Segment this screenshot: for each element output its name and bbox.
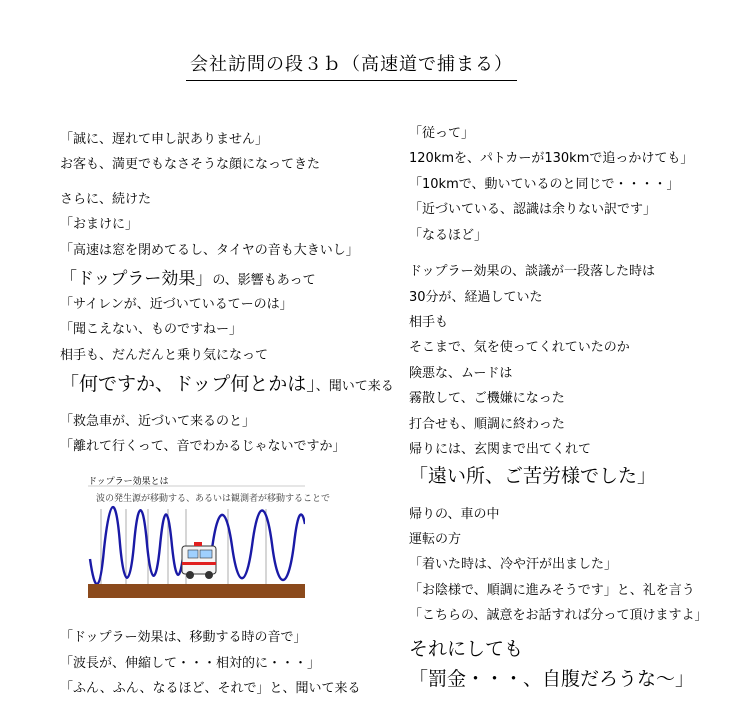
text-line: ドップラー効果の、談議が一段落した時は: [409, 264, 655, 279]
text-line: 30分が、経過していた: [409, 290, 543, 305]
text-line: 帰りには、玄関まで出てくれて: [409, 442, 592, 457]
emphasis-text: 「ドップラー効果」: [60, 269, 213, 289]
text-line: [60, 369, 394, 396]
text-line: 「高速は窓を閉めてるし、タイヤの音も大きいし」: [60, 243, 359, 258]
text-line: 「ドップラー効果は、移動する時の音で」: [60, 630, 307, 645]
doppler-wave-illustration: [88, 474, 305, 604]
ambulance-icon: [182, 542, 216, 579]
text-line: 帰りの、車の中: [409, 507, 500, 522]
text-line: 「従って」: [409, 126, 475, 141]
text-line: 「離れて行くって、音でわかるじゃないですか」: [60, 439, 346, 454]
figure-title: ドップラー効果とは: [88, 477, 169, 487]
text-line: 「おまけに」: [60, 217, 139, 232]
text-line: 霧散して、ご機嫌になった: [409, 391, 565, 406]
text-line: 「救急車が、近づいて来るのと」: [60, 414, 256, 429]
text-line: 「着いた時は、冷や汗が出ました」: [409, 557, 618, 572]
doppler-figure: [88, 474, 331, 604]
emphasis-text: 「遠い所、ご苦労様でした」: [409, 465, 657, 487]
text-line: 相手も、だんだんと乗り気になって: [60, 348, 269, 363]
text-line: 「波長が、伸縮して・・・相対的に・・・」: [60, 656, 321, 671]
emphasis-text: 「何ですか、ドップ何とかは」: [60, 373, 316, 395]
text-line: 運転の方: [409, 532, 462, 547]
page-title: 会社訪問の段３ｂ（高速道で捕まる）: [186, 50, 517, 81]
text-line: [60, 264, 316, 289]
emphasis-text: 「罰金・・・、自腹だろうな～」: [409, 668, 695, 690]
text-line: そこまで、気を使ってくれていたのか: [409, 340, 630, 355]
text-line: さらに、続けた: [60, 192, 152, 207]
text-line: 「近づいている、認識は余りない訳です」: [409, 202, 657, 217]
text-line: 打合せも、順調に終わった: [409, 417, 565, 432]
text-line: お客も、満更でもなさそうな顔になってきた: [60, 157, 321, 172]
text-line: 「なるほど」: [409, 228, 488, 243]
text-rest: の、影響もあって: [212, 273, 316, 288]
text-rest: 、聞いて来る: [315, 379, 394, 394]
text-line: 「10kmで、動いているのと同じで・・・・」: [409, 177, 680, 192]
ground-strip: [88, 584, 305, 598]
text-line: 「聞こえない、ものですねー」: [60, 322, 243, 337]
text-line: 「誠に、遅れて申し訳ありません」: [60, 132, 269, 147]
figure-subtitle: 波の発生源が移動する、あるいは観測者が移動することで: [96, 494, 331, 504]
text-line: 険悪な、ムードは: [409, 366, 513, 381]
text-line: 「お陰様で、順調に進みそうです」と、礼を言う: [409, 583, 695, 598]
text-line: 「サイレンが、近づいているてーのは」: [60, 297, 293, 312]
text-line: 「こちらの、誠意をお話すれば分って頂けますよ」: [409, 608, 708, 623]
text-line: 120kmを、パトカーが130kmで追っかけても」: [409, 151, 694, 166]
text-line: 「ふん、ふん、なるほど、それで」と、聞いて来る: [60, 681, 361, 696]
text-line: 相手も: [409, 315, 449, 330]
emphasis-text: それにしても: [409, 638, 524, 660]
